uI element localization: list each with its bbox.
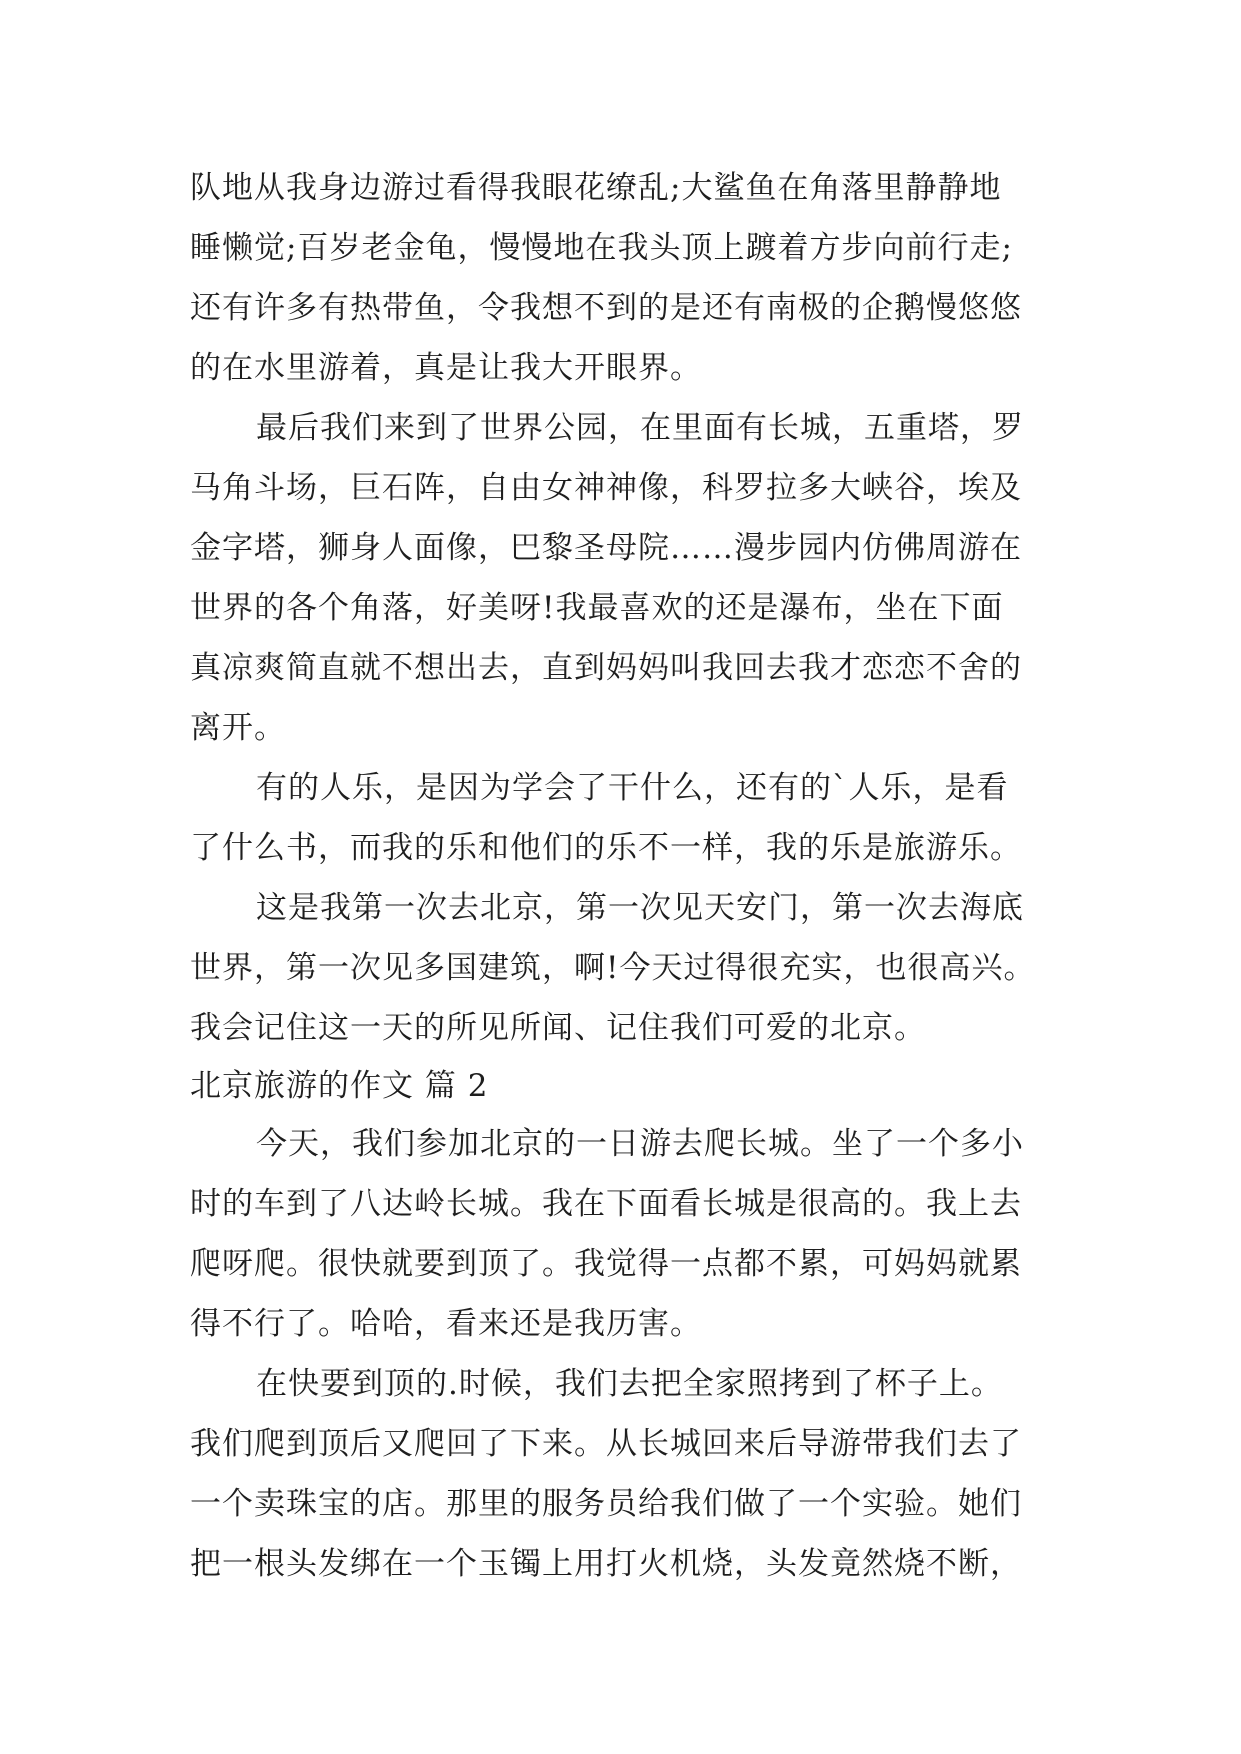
section-heading: 北京旅游的作文 篇 2 [190,1068,489,1104]
text-line: 我会记住这一天的所见所闻、记住我们可爱的北京。 [190,1010,926,1046]
text-line: 还有许多有热带鱼，令我想不到的是还有南极的企鹅慢悠悠 [190,290,1022,326]
text-line: 把一根头发绑在一个玉镯上用打火机烧，头发竟然烧不断， [190,1546,1022,1582]
text-line: 时的车到了八达岭长城。我在下面看长城是很高的。我上去 [190,1186,1022,1222]
paragraph-start-line: 在快要到顶的.时候，我们去把全家照拷到了杯子上。 [256,1366,1003,1402]
text-line: 真凉爽简直就不想出去，直到妈妈叫我回去我才恋恋不舍的 [190,650,1022,686]
text-line: 的在水里游着，真是让我大开眼界。 [190,350,702,386]
paragraph-start-line: 最后我们来到了世界公园，在里面有长城，五重塔，罗 [256,410,1024,446]
text-line: 世界的各个角落，好美呀!我最喜欢的还是瀑布，坐在下面 [190,590,1004,626]
essay-body [190,158,1070,1594]
text-line: 世界，第一次见多国建筑，啊!今天过得很充实，也很高兴。 [190,950,1036,986]
text-line: 队地从我身边游过看得我眼花缭乱;大鲨鱼在角落里静静地 [190,170,1002,206]
text-line: 了什么书，而我的乐和他们的乐不一样，我的乐是旅游乐。 [190,830,1022,866]
paragraph-start-line: 这是我第一次去北京，第一次见天安门，第一次去海底 [256,890,1024,926]
paragraph-start-line: 有的人乐，是因为学会了干什么，还有的`人乐，是看 [256,770,1009,806]
text-line: 马角斗场，巨石阵，自由女神神像，科罗拉多大峡谷，埃及 [190,470,1022,506]
text-line: 金字塔，狮身人面像，巴黎圣母院……漫步园内仿佛周游在 [190,530,1022,566]
text-line: 睡懒觉;百岁老金龟，慢慢地在我头顶上踱着方步向前行走; [190,230,1013,266]
text-line: 爬呀爬。很快就要到顶了。我觉得一点都不累，可妈妈就累 [190,1246,1022,1282]
text-line: 一个卖珠宝的店。那里的服务员给我们做了一个实验。她们 [190,1486,1022,1522]
text-line: 我们爬到顶后又爬回了下来。从长城回来后导游带我们去了 [190,1426,1022,1462]
text-line: 离开。 [190,710,286,746]
paragraph-start-line: 今天，我们参加北京的一日游去爬长城。坐了一个多小 [256,1126,1024,1162]
text-line: 得不行了。哈哈，看来还是我历害。 [190,1306,702,1342]
